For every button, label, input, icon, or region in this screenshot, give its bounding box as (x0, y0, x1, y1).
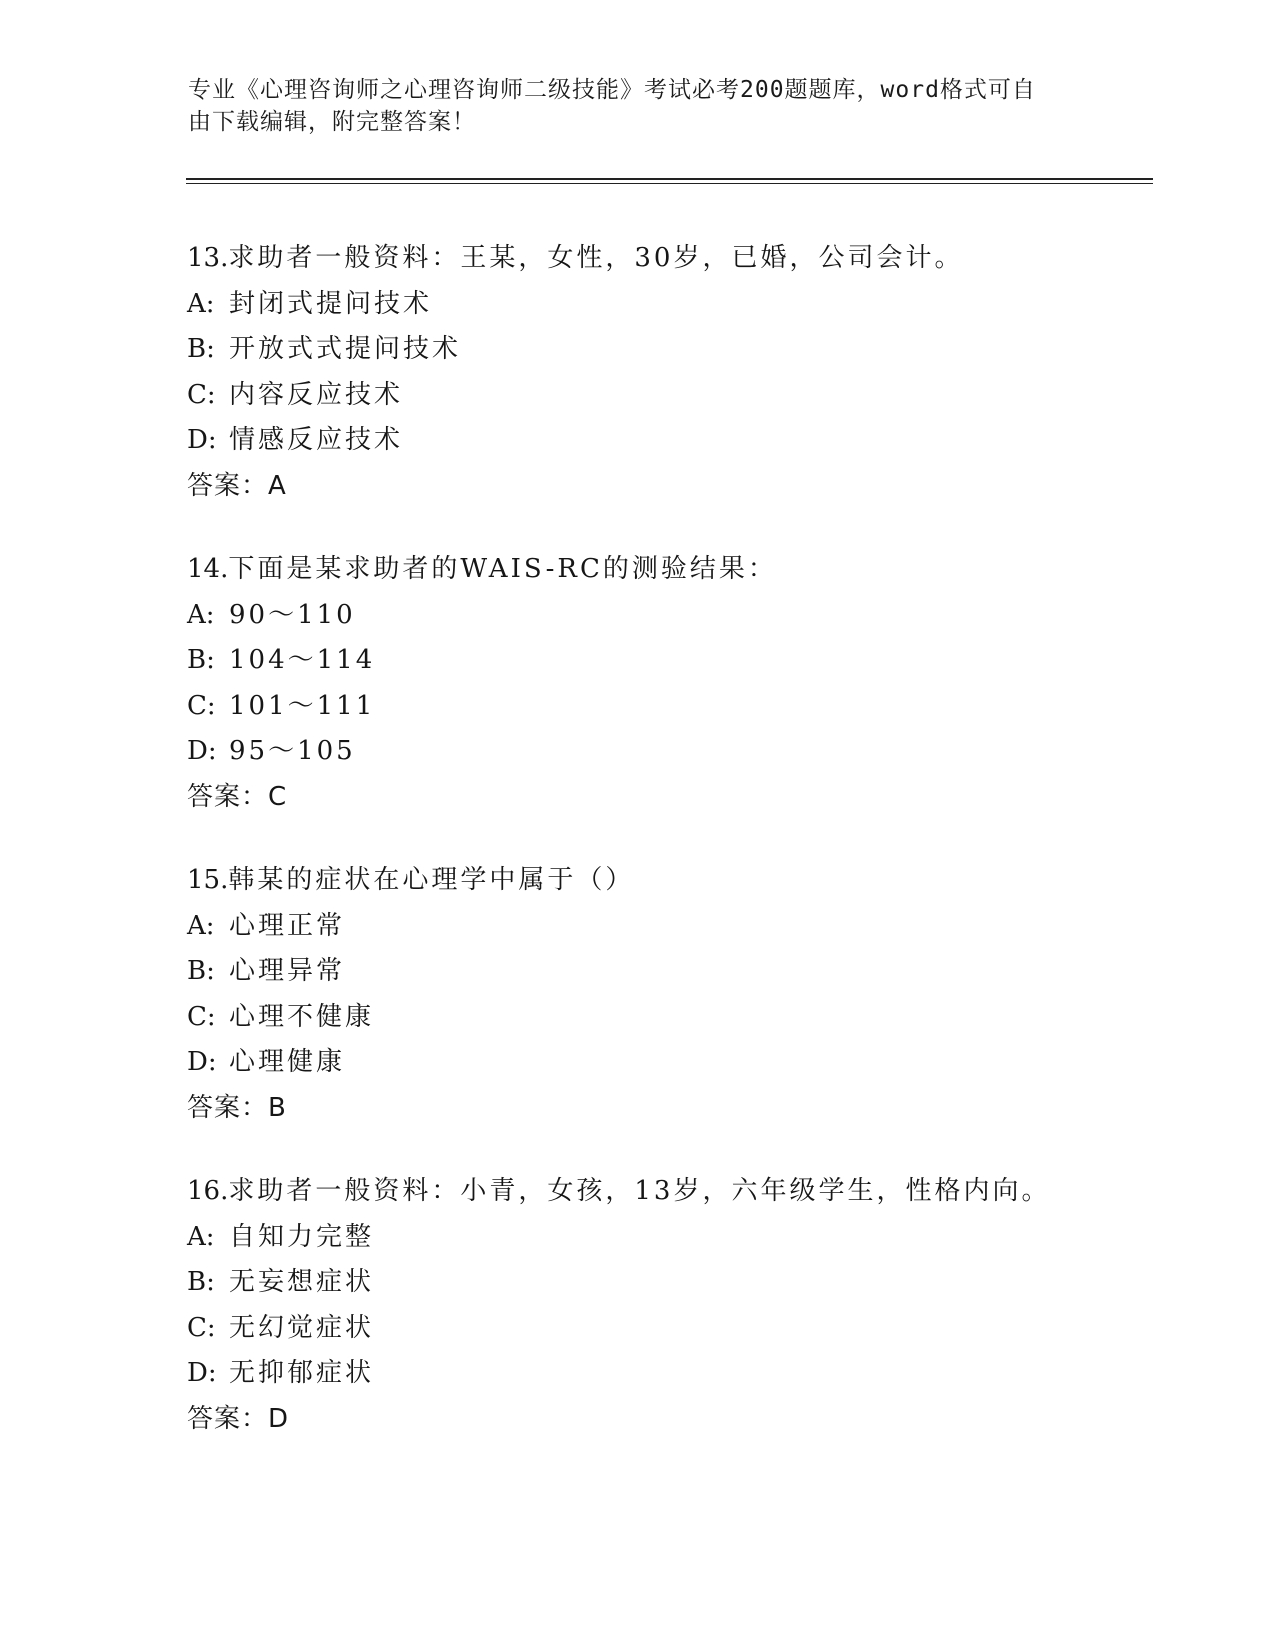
option-c (187, 373, 1167, 419)
option-a (187, 593, 1167, 639)
question-title (187, 858, 1167, 904)
question-13 (187, 236, 1167, 509)
option-key: A: (187, 599, 215, 630)
option-key: A: (187, 1221, 215, 1252)
question-number: 15. (187, 865, 229, 895)
option-text: 90～110 (229, 599, 356, 630)
option-b (187, 1260, 1167, 1306)
question-number: 16. (187, 1176, 229, 1206)
option-key: A: (187, 910, 215, 941)
answer-line: 答案：A (187, 470, 287, 501)
option-key: B: (187, 956, 215, 986)
answer-line: 答案：B (187, 1092, 287, 1123)
option-text: 内容反应技术 (229, 379, 404, 410)
header-divider-top (186, 178, 1153, 180)
question-text: 求助者一般资料：王某，女性，30岁，已婚，公司会计。 (228, 243, 964, 273)
option-key: A: (187, 288, 215, 319)
header-line-2: 由下载编辑，附完整答案！ (188, 109, 476, 135)
question-text: 韩某的症状在心理学中属于（） (228, 865, 635, 895)
option-text: 封闭式提问技术 (229, 288, 433, 319)
question-text: 求助者一般资料：小青，女孩，13岁，六年级学生，性格内向。 (228, 1176, 1051, 1206)
header-line-1: 专业《心理咨询师之心理咨询师二级技能》考试必考200题题库，word格式可自 (188, 77, 1036, 103)
option-key: C: (187, 1312, 216, 1343)
option-d (187, 1351, 1167, 1397)
option-key: C: (187, 1001, 216, 1032)
question-14 (187, 547, 1167, 820)
header-divider-bottom (186, 183, 1153, 184)
option-key: D: (187, 1358, 217, 1388)
option-key: D: (187, 736, 217, 766)
option-d (187, 729, 1167, 775)
option-text: 95～105 (229, 736, 356, 766)
document-header (188, 74, 1088, 138)
question-16 (187, 1169, 1167, 1442)
option-text: 心理异常 (229, 956, 346, 986)
option-b (187, 638, 1167, 684)
option-text: 自知力完整 (229, 1221, 375, 1252)
option-c (187, 995, 1167, 1041)
option-key: D: (187, 425, 217, 455)
question-number: 14. (187, 554, 229, 584)
option-key: B: (187, 645, 215, 675)
option-key: C: (187, 379, 216, 410)
option-d (187, 418, 1167, 464)
option-a (187, 904, 1167, 950)
answer-line: 答案：C (187, 781, 288, 812)
option-c (187, 1306, 1167, 1352)
option-text: 心理正常 (229, 910, 346, 941)
option-key: C: (187, 690, 216, 721)
option-text: 无抑郁症状 (229, 1358, 375, 1388)
option-key: D: (187, 1047, 217, 1077)
question-title (187, 1169, 1167, 1215)
question-number: 13. (187, 243, 229, 273)
option-text: 无幻觉症状 (229, 1312, 375, 1343)
question-list (187, 236, 1167, 1480)
option-text: 心理健康 (229, 1047, 346, 1077)
answer-line: 答案：D (187, 1403, 290, 1434)
option-key: B: (187, 1267, 215, 1297)
question-title (187, 236, 1167, 282)
option-text: 101～111 (229, 690, 376, 721)
option-a (187, 282, 1167, 328)
option-text: 无妄想症状 (229, 1267, 375, 1297)
option-text: 心理不健康 (229, 1001, 375, 1032)
option-a (187, 1215, 1167, 1261)
option-text: 104～114 (229, 645, 376, 675)
option-c (187, 684, 1167, 730)
question-title (187, 547, 1167, 593)
option-d (187, 1040, 1167, 1086)
question-text: 下面是某求助者的WAIS-RC的测验结果： (228, 554, 777, 584)
question-15 (187, 858, 1167, 1131)
option-text: 情感反应技术 (229, 425, 404, 455)
option-b (187, 327, 1167, 373)
option-b (187, 949, 1167, 995)
option-key: B: (187, 334, 215, 364)
option-text: 开放式式提问技术 (229, 334, 462, 364)
